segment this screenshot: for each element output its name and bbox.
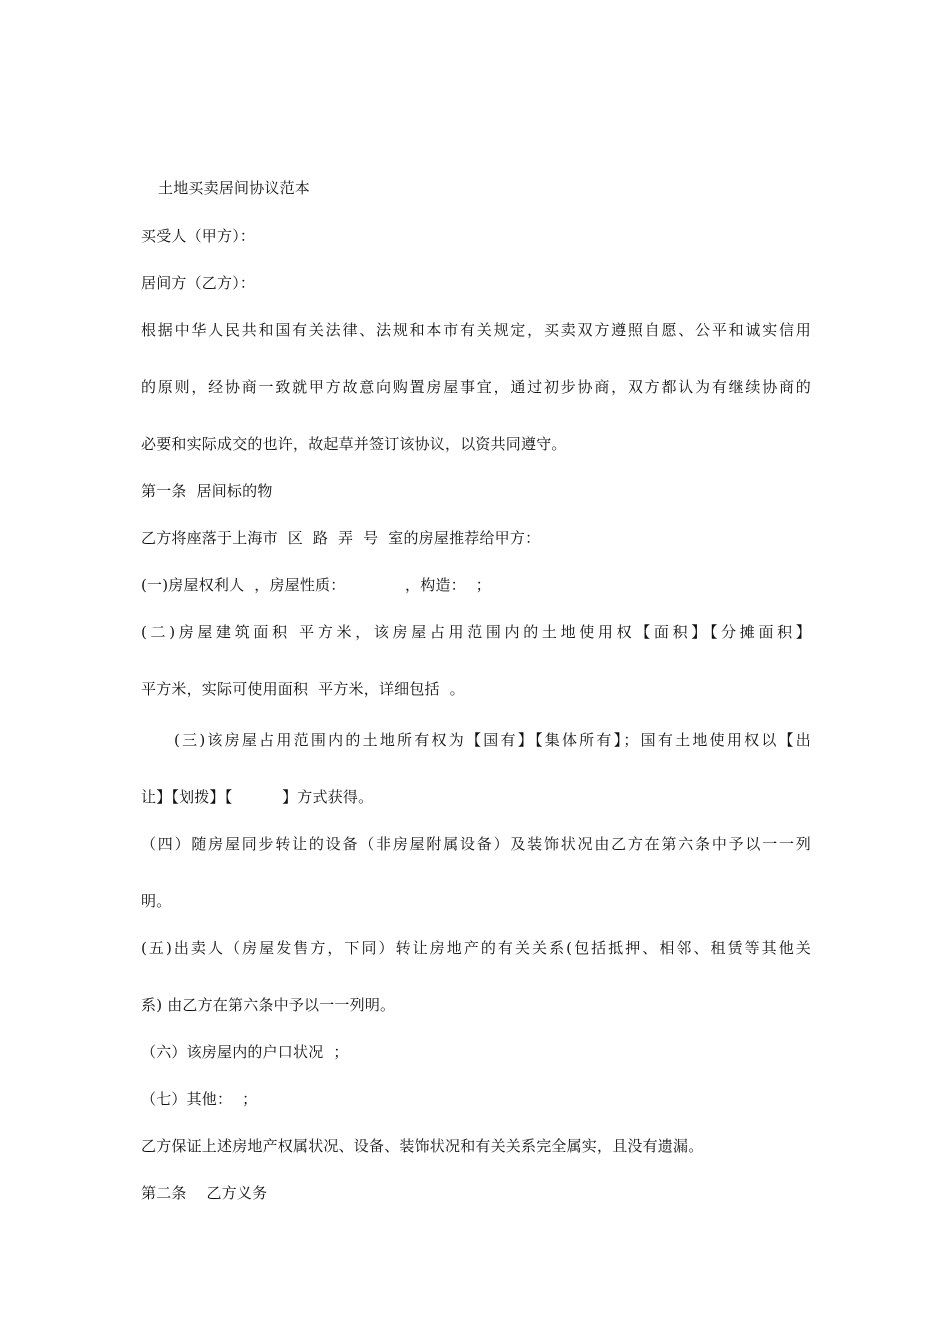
item-5-line-2: 系) 由乙方在第六条中予以一一列明。 <box>141 996 396 1014</box>
preamble-line-2: 的原则，经协商一致就甲方故意向购置房屋事宜，通过初步协商，双方都认为有继续协商的 <box>141 378 811 396</box>
item-4-line-1: （四）随房屋同步转让的设备（非房屋附属设备）及装饰状况由乙方在第六条中予以一一列 <box>141 835 811 853</box>
preamble-line-1: 根据中华人民共和国有关法律、法规和本市有关规定，买卖双方遵照自愿、公平和诚实信用 <box>141 321 811 339</box>
item-7: （七）其他： ； <box>141 1090 258 1108</box>
item-5-line-1: (五)出卖人（房屋发售方，下同）转让房地产的有关关系(包括抵押、相邻、租赁等其他关 <box>141 939 811 957</box>
item-3-line-1: (三)该房屋占用范围内的土地所有权为【国有】【集体所有】；国有土地使用权以【出 <box>174 731 811 749</box>
document-title: 土地买卖居间协议范本 <box>158 179 311 197</box>
article-1-heading: 第一条 居间标的物 <box>141 482 273 500</box>
preamble-line-3: 必要和实际成交的也许，故起草并签订该协议，以资共同遵守。 <box>141 435 567 453</box>
item-3-line-2: 让】【划拨】【 】方式获得。 <box>141 788 374 806</box>
item-1: (一)房屋权利人 ，房屋性质： ，构造： ； <box>141 576 491 594</box>
item-4-line-2: 明。 <box>141 892 172 910</box>
item-2-line-2: 平方米，实际可使用面积 平方米，详细包括 。 <box>141 680 465 698</box>
party-b-label: 居间方（乙方）： <box>141 274 256 292</box>
party-a-label: 买受人（甲方）： <box>141 227 256 245</box>
item-6: （六）该房屋内的户口状况 ； <box>141 1043 349 1061</box>
item-2-line-1: (二)房屋建筑面积 平方米，该房屋占用范围内的土地使用权【面积】【分摊面积】 <box>141 623 811 641</box>
guarantee-statement: 乙方保证上述房地产权属状况、设备、装饰状况和有关关系完全属实，且没有遗漏。 <box>141 1137 704 1155</box>
article-2-heading: 第二条 乙方义务 <box>141 1184 268 1202</box>
article-1-intro: 乙方将座落于上海市 区 路 弄 号 室的房屋推荐给甲方： <box>141 529 541 547</box>
